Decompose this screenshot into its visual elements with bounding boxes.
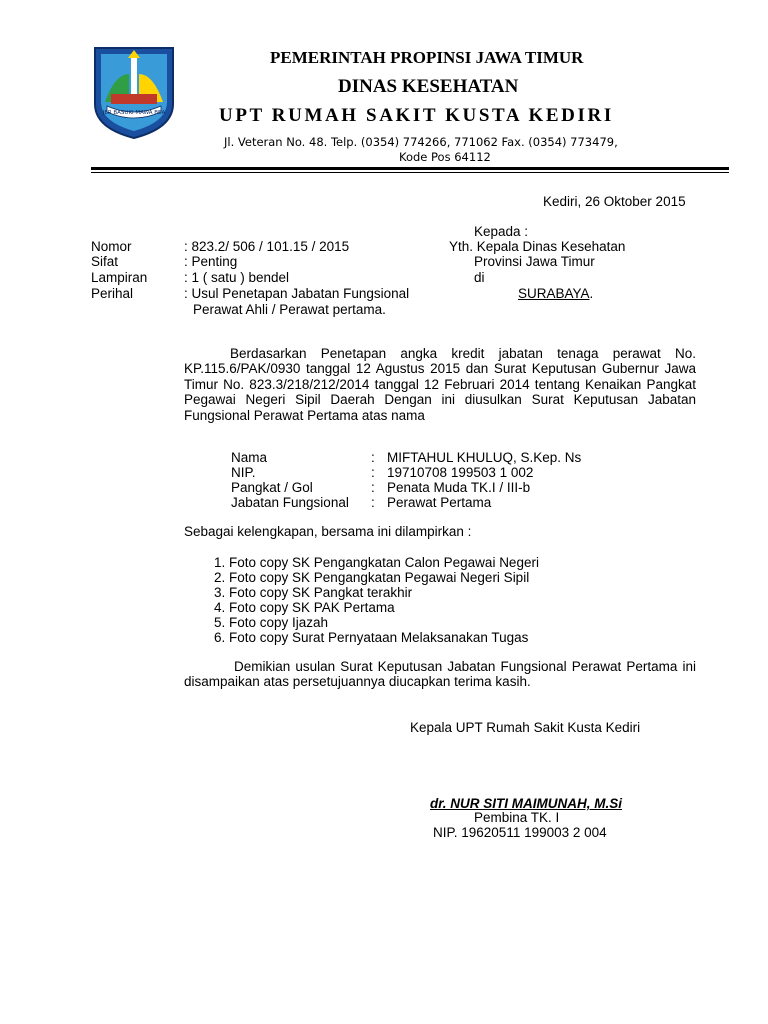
meta-value-lampiran: : 1 ( satu ) bendel <box>184 270 290 285</box>
meta-value-nomor: : 823.2/ 506 / 101.15 / 2015 <box>184 239 350 254</box>
meta-value-sifat: : Penting <box>184 254 238 269</box>
attachments-intro: Sebagai kelengkapan, bersama ini dilampirkan : <box>184 524 472 539</box>
recipient-line-3: di <box>474 270 485 285</box>
recipient-city <box>518 286 593 301</box>
header-department-line: DINAS KESEHATAN <box>338 76 519 97</box>
signature-nip: NIP. 19620511 199003 2 004 <box>433 825 607 840</box>
body-intro-paragraph <box>184 346 696 423</box>
header-postal-code: Kode Pos 64112 <box>399 150 491 164</box>
person-value-jabatan: Perawat Pertama <box>387 495 492 510</box>
meta-label-nomor: Nomor <box>91 239 132 254</box>
signature-rank: Pembina TK. I <box>474 810 560 825</box>
letter-date: Kediri, 26 Oktober 2015 <box>543 194 686 209</box>
person-value-nip: 19710708 199503 1 002 <box>387 465 534 480</box>
person-label-nip: NIP. <box>231 465 256 480</box>
attachment-item: 4. Foto copy SK PAK Pertama <box>214 600 395 615</box>
body-intro-text: Berdasarkan Penetapan angka kredit jabatan tenaga perawat No. KP.115.6/PAK/0930 tanggal 12 Agustus 2015 dan Surat Keputusan Gubernur Jawa Timur No. 823.3/218/212/2014 tanggal 12 Februari 2014 tentang Kenaikan Pangkat Pegawai Negeri Sipil Daerah Dengan ini diusulkan Surat Keputusan Jabatan Fungsional Perawat Pertama atas nama <box>184 346 696 423</box>
person-sep-nip: : <box>371 465 375 480</box>
attachment-item: 1. Foto copy SK Pengangkatan Calon Pegawai Negeri <box>214 555 539 570</box>
closing-paragraph <box>184 659 696 690</box>
recipient-line-1: Yth. Kepala Dinas Kesehatan <box>449 239 626 254</box>
meta-perihal-continuation: Perawat Ahli / Perawat pertama. <box>193 302 386 317</box>
recipient-line-2: Provinsi Jawa Timur <box>474 254 595 269</box>
recipient-city-name: SURABAYA <box>518 286 590 301</box>
signature-name: dr. NUR SITI MAIMUNAH, M.Si <box>430 796 622 811</box>
recipient-kepada: Kepada : <box>474 224 529 239</box>
header-institution-line: UPT RUMAH SAKIT KUSTA KEDIRI <box>219 105 614 126</box>
person-value-nama: MIFTAHUL KHULUQ, S.Kep. Ns <box>387 450 582 465</box>
attachment-item: 5. Foto copy Ijazah <box>214 615 329 630</box>
person-value-pangkat: Penata Muda TK.I / III-b <box>387 480 531 495</box>
letterhead-thin-rule <box>91 172 729 173</box>
meta-label-sifat: Sifat <box>91 254 119 269</box>
attachment-item: 3. Foto copy SK Pangkat terakhir <box>214 585 413 600</box>
jawa-timur-emblem-logo <box>91 44 177 140</box>
signature-title: Kepala UPT Rumah Sakit Kusta Kediri <box>410 720 641 735</box>
person-label-pangkat: Pangkat / Gol <box>231 480 313 495</box>
letterhead-thick-rule <box>91 167 729 170</box>
person-label-nama: Nama <box>231 450 268 465</box>
header-address-line: Jl. Veteran No. 48. Telp. (0354) 774266, 771062 Fax. (0354) 773479, <box>224 135 618 149</box>
meta-value-perihal: : Usul Penetapan Jabatan Fungsional <box>184 286 410 301</box>
meta-label-perihal: Perihal <box>91 286 134 301</box>
person-sep-jabatan: : <box>371 495 375 510</box>
logo-motto-text: JER BASUKI MAWA BEA <box>102 110 166 116</box>
person-sep-nama: : <box>371 450 375 465</box>
closing-text: Demikian usulan Surat Keputusan Jabatan Fungsional Perawat Pertama ini disampaikan atas persetujuannya diucapkan terima kasih. <box>184 659 696 690</box>
attachment-item: 6. Foto copy Surat Pernyataan Melaksanakan Tugas <box>214 630 529 645</box>
recipient-city-period: . <box>589 286 594 301</box>
meta-label-lampiran: Lampiran <box>91 270 148 285</box>
person-sep-pangkat: : <box>371 480 375 495</box>
header-government-line: PEMERINTAH PROPINSI JAWA TIMUR <box>270 48 584 67</box>
attachment-item: 2. Foto copy SK Pengangkatan Pegawai Negeri Sipil <box>214 570 530 585</box>
person-label-jabatan: Jabatan Fungsional <box>231 495 349 510</box>
